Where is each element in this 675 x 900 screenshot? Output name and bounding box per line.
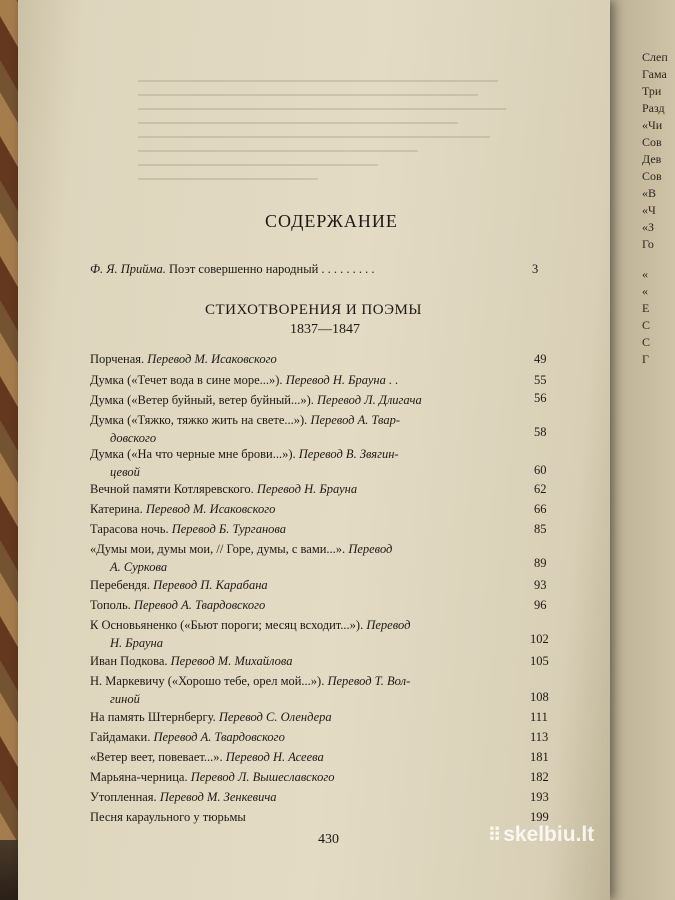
- entry-title: Перебендя.: [90, 578, 151, 592]
- facing-page-fragment: «Чи: [642, 118, 663, 132]
- facing-page-fragment: Три: [642, 84, 662, 98]
- entry-title: Марьяна-черница.: [90, 770, 188, 784]
- contents-entry: [90, 710, 332, 725]
- entry-page: 60: [534, 463, 547, 477]
- entry-page: 108: [530, 690, 549, 704]
- facing-page-fragment: Го: [642, 237, 654, 251]
- entry-title: На память Штернбергу.: [90, 710, 216, 724]
- contents-entry: [90, 750, 324, 765]
- facing-page-fragment: С: [642, 335, 651, 349]
- entry-page: 55: [534, 373, 547, 387]
- contents-entry: [90, 674, 410, 689]
- entry-continuation: Н. Брауна: [110, 636, 163, 650]
- entry-page: 49: [534, 352, 547, 366]
- entry-title: Гайдамаки.: [90, 730, 151, 744]
- entry-translator: Перевод Л. Длигача: [317, 393, 422, 407]
- entry-translator: Перевод: [348, 542, 393, 556]
- contents-heading: СОДЕРЖАНИЕ: [265, 211, 398, 231]
- facing-page-fragment: Разд: [642, 101, 665, 115]
- facing-page-fragment: Е: [642, 301, 650, 315]
- entry-translator: Перевод В. Звягин-: [298, 447, 399, 461]
- entry-translator: Перевод Н. Брауна: [256, 482, 358, 496]
- entry-continuation: гиной: [110, 692, 140, 706]
- entry-title: Думка («Течет вода в сине море...»).: [90, 373, 283, 387]
- entry-title: Тополь.: [90, 598, 131, 612]
- entry-translator: Перевод Н. Асеева: [225, 750, 324, 764]
- entry-page: 181: [530, 750, 549, 764]
- entry-title: Порченая.: [90, 352, 145, 366]
- facing-page-fragment: «: [642, 267, 648, 281]
- entry-translator: Перевод М. Михайлова: [170, 654, 293, 668]
- facing-page-fragment: «В: [642, 186, 657, 200]
- facing-page-fragment: «Ч: [642, 203, 656, 217]
- entry-translator: Перевод Н. Брауна . .: [285, 373, 399, 387]
- entry-page: 182: [530, 770, 549, 784]
- contents-entry: [90, 373, 398, 388]
- contents-entry: [90, 393, 422, 408]
- entry-page: 62: [534, 482, 547, 496]
- contents-entry: [90, 542, 392, 557]
- facing-page-fragment: «З: [642, 220, 655, 234]
- entry-page: 58: [534, 425, 547, 439]
- entry-page: 105: [530, 654, 549, 668]
- entry-title: К Основьяненко («Бьют пороги; месяц всходит...»).: [90, 618, 364, 632]
- entry-translator: Перевод А. Твардовского: [153, 730, 285, 744]
- contents-entry: [90, 598, 265, 613]
- entry-translator: Перевод М. Исаковского: [147, 352, 277, 366]
- entry-page: 96: [534, 598, 547, 612]
- entry-title: Думка («На что черные мне брови...»).: [90, 447, 296, 461]
- entry-page: 66: [534, 502, 547, 516]
- entry-translator: Перевод А. Твардовского: [133, 598, 266, 612]
- entry-page: 111: [530, 710, 548, 724]
- contents-entry: [90, 730, 285, 745]
- entry-title: Иван Подкова.: [90, 654, 168, 668]
- contents-entry: [90, 810, 246, 825]
- entry-continuation: довского: [110, 431, 157, 445]
- facing-page-fragment: Сов: [642, 135, 662, 149]
- entry-page: 193: [530, 790, 549, 804]
- facing-page-fragment: Слеп: [642, 50, 668, 64]
- entry-continuation: А. Суркова: [110, 560, 168, 574]
- facing-page-fragment: Г: [642, 352, 649, 366]
- contents-entry: [90, 770, 334, 785]
- contents-entry: [90, 618, 410, 633]
- intro-page: 3: [532, 262, 539, 276]
- facing-page-fragment: «: [642, 284, 648, 298]
- contents-entry: [90, 482, 357, 497]
- facing-page-fragment: Гама: [642, 67, 667, 81]
- contents-entry: [90, 522, 286, 537]
- facing-page-fragment: Дев: [642, 152, 662, 166]
- entry-translator: Перевод: [366, 618, 411, 632]
- entry-translator: Перевод М. Зенкевича: [159, 790, 277, 804]
- facing-page-fragment: С: [642, 318, 651, 332]
- section-title: СТИХОТВОРЕНИЯ И ПОЭМЫ: [205, 302, 422, 318]
- entry-title: Думка («Тяжко, тяжко жить на свете...»).: [90, 413, 308, 427]
- entry-translator: Перевод Л. Вышеславского: [190, 770, 335, 784]
- contents-entry: [90, 447, 399, 462]
- entry-translator: Перевод Б. Турганова: [171, 522, 286, 536]
- entry-title: Думка («Ветер буйный, ветер буйный...»).: [90, 393, 314, 407]
- entry-translator: Перевод А. Твар-: [310, 413, 400, 427]
- watermark: [488, 823, 594, 847]
- contents-entry: [90, 352, 277, 367]
- contents-entry: [90, 654, 292, 669]
- entry-continuation: цевой: [110, 465, 140, 479]
- intro-dots: . . . . . . . . .: [321, 262, 375, 276]
- contents-entry: [90, 578, 268, 593]
- entry-title: Катерина.: [90, 502, 143, 516]
- entry-page: 102: [530, 632, 549, 646]
- entry-title: Н. Маркевичу («Хорошо тебе, орел мой...»).: [90, 674, 325, 688]
- intro-author: Ф. Я. Прийма.: [90, 262, 166, 276]
- entry-title: Вечной памяти Котляревского.: [90, 482, 254, 496]
- entry-page: 56: [534, 391, 547, 405]
- entry-title: Тарасова ночь.: [90, 522, 169, 536]
- entry-translator: Перевод Т. Вол-: [327, 674, 411, 688]
- entry-translator: Перевод М. Исаковского: [145, 502, 276, 516]
- watermark-dots-icon: ⠿: [488, 825, 500, 845]
- facing-page-fragment: Сов: [642, 169, 662, 183]
- entry-translator: Перевод С. Олендера: [218, 710, 332, 724]
- contents-entry: [90, 413, 400, 428]
- facing-page: [600, 0, 675, 900]
- section-years: 1837—1847: [290, 322, 360, 337]
- page-number: 430: [318, 832, 339, 847]
- entry-page: 85: [534, 522, 547, 536]
- entry-page: 113: [530, 730, 549, 744]
- contents-entry: [90, 790, 277, 805]
- entry-title: «Ветер веет, повевает...».: [90, 750, 223, 764]
- entry-translator: Перевод П. Карабана: [153, 578, 268, 592]
- entry-page: 93: [534, 578, 547, 592]
- watermark-text: skelbiu.lt: [503, 823, 595, 846]
- entry-title: Песня караульного у тюрьмы: [90, 810, 246, 824]
- intro-entry: [90, 262, 375, 277]
- entry-page: 89: [534, 556, 547, 570]
- entry-title: Утопленная.: [90, 790, 157, 804]
- intro-title: Поэт совершенно народный: [169, 262, 319, 276]
- contents-entry: [90, 502, 275, 517]
- entry-page: 199: [530, 810, 549, 824]
- entry-title: «Думы мои, думы мои, // Горе, думы, с вами...».: [90, 542, 346, 556]
